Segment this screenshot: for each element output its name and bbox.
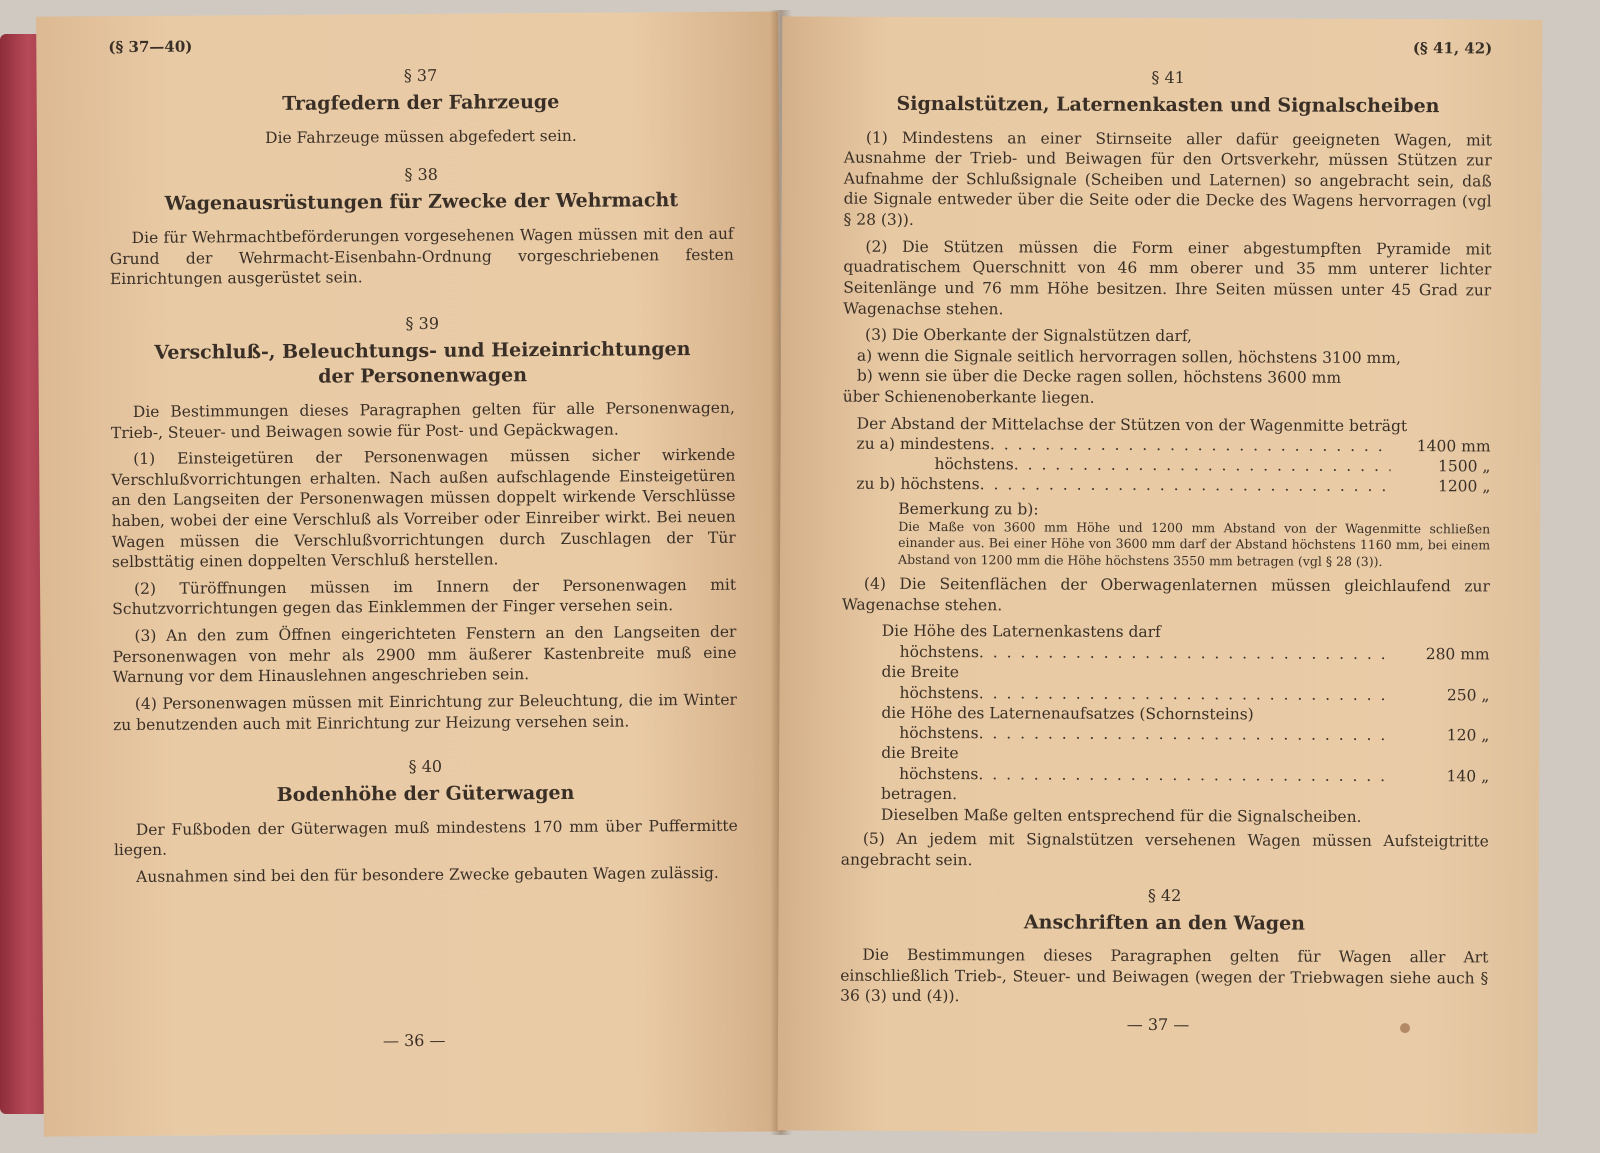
laternenaufsatz-breite-row xyxy=(899,764,1489,787)
bemerkung-text: Die Maße von 3600 mm Höhe und 1200 mm Abstand von der Wagenmitte schließen einander aus. Bei einer Höhe von 3600 mm darf der Abstand höchstens 1160 mm, bei einem Abstand von 1200 mm die Höhe höchstens 3550 mm betragen (vgl § 28 (3)). xyxy=(898,519,1491,569)
section-41-paragraph-3-end: über Schienenoberkante liegen. xyxy=(842,387,1095,407)
abstand-row-label: zu b) höchstens xyxy=(856,475,980,494)
section-40-paragraph-1: Der Fußboden der Güterwagen muß mindestens 170 mm über Puffermitte liegen. xyxy=(113,816,738,860)
abstand-intro: Der Abstand der Mittelachse der Stützen von der Wagenmitte beträgt xyxy=(856,414,1408,435)
section-39-number: § 39 xyxy=(405,313,440,333)
dim-row-value: 280 mm xyxy=(1425,644,1490,664)
section-37-number: § 37 xyxy=(403,65,438,86)
section-41-paragraph-5: (5) An jedem mit Signalstützen versehenen Wagen müssen Aufsteigtritte angebracht sein. xyxy=(840,830,1489,870)
right-page-header xyxy=(844,37,1492,62)
laternenkasten-hoehe-intro: Die Höhe des Laternenkastens darf xyxy=(881,621,1161,642)
dim-row-value: 140 „ xyxy=(1446,767,1490,786)
right-page xyxy=(778,16,1543,1133)
section-39-title xyxy=(110,336,734,392)
dim-row-label: höchstens xyxy=(899,683,979,702)
section-37-text: Die Fahrzeuge müssen abgefedert sein. xyxy=(265,126,577,147)
section-41-paragraph-3-b: b) wenn sie über die Decke ragen sollen, höchstens 3600 mm xyxy=(856,367,1342,388)
dim-row-label: höchstens xyxy=(899,642,979,661)
section-38-title: Wagenausrüstungen für Zwecke der Wehrmacht xyxy=(164,189,679,215)
abstand-row-value: 1400 mm xyxy=(1416,437,1491,456)
bemerkung-title: Bemerkung zu b): xyxy=(898,499,1039,519)
laternenkasten-hoehe-row xyxy=(900,642,1490,665)
section-42-paragraph-1: Die Bestimmungen dieses Paragraphen gelten für Wagen aller Art einschließlich Trieb-, Steuer- und Beiwagen (wegen der Triebwagen siehe auch § 36 (3) und (4)). xyxy=(840,945,1489,1006)
section-41-paragraph-3-intro: (3) Die Oberkante der Signalstützen darf, xyxy=(865,325,1193,346)
dim-row-label: höchstens xyxy=(899,724,979,743)
laternenkasten-breite-intro: die Breite xyxy=(881,662,959,682)
section-39-intro: Die Bestimmungen dieses Paragraphen gelten für alle Personenwagen, Trieb-, Steuer- und Beiwagen sowie für Post- und Gepäckwagen. xyxy=(110,398,735,442)
laternenaufsatz-breite-intro: die Breite xyxy=(881,744,959,763)
section-42-number: § 42 xyxy=(1147,885,1182,905)
section-39-paragraph-3: (3) An den zum Öffnen eingerichteten Fenstern an den Langseiten der Personenwagen von mehr als 2900 mm äußerer Kastenbreite muß eine Warnung vor dem Hinauslehnen angeschrieben sein. xyxy=(112,622,737,687)
laternenkasten-breite-row xyxy=(899,682,1489,705)
abstand-row-label: höchstens xyxy=(934,455,1014,474)
right-header-ref: (§ 41, 42) xyxy=(1412,39,1493,58)
section-37-title: Tragfedern der Fahrzeuge xyxy=(282,90,560,115)
dim-row-value: 120 „ xyxy=(1446,726,1490,745)
section-42-title: Anschriften an den Wagen xyxy=(1023,911,1306,935)
betragen-text: betragen. xyxy=(881,784,958,804)
section-41-title: Signalstützen, Laternenkasten und Signalscheiben xyxy=(896,92,1440,118)
dieselben-text: Dieselben Maße gelten entsprechend für die Signalscheiben. xyxy=(880,805,1362,826)
abstand-row-a-min xyxy=(857,434,1491,457)
section-40-title: Bodenhöhe der Güterwagen xyxy=(276,782,575,807)
abstand-row-label: zu a) mindestens xyxy=(856,434,990,454)
section-39-paragraph-1: (1) Einsteigetüren der Personenwagen müssen sicher wirkende Verschlußvorrichtungen erhalten. Nach außen aufschlagende Einsteigetüren an den Langseiten der Personenwagen müssen doppelt wirkende Verschlüsse haben, wobei der eine Verschluß als Vorreiber oder Einreiber wirkt. Bei neuen Wagen müssen die Verschlußvorrichtungen durch Zuschlagen der Tür selbsttätig einen doppelten Verschluß herstellen. xyxy=(111,445,736,572)
section-38-number: § 38 xyxy=(404,165,438,185)
section-39-title-line-2: der Personenwagen xyxy=(318,364,528,389)
right-page-number: — 37 — xyxy=(1126,1014,1190,1035)
abstand-row-value: 1500 „ xyxy=(1438,457,1491,476)
abstand-row-b-max xyxy=(856,474,1490,497)
laternenaufsatz-hoehe-intro: die Höhe des Laternenaufsatzes (Schornsteins) xyxy=(881,703,1254,724)
left-page xyxy=(36,11,786,1136)
dim-row-label: höchstens xyxy=(899,764,979,784)
abstand-row-a-max xyxy=(934,454,1490,477)
section-39-paragraph-2: (2) Türöffnungen müssen im Innern der Personenwagen mit Schutzvorrichtungen gegen das Einklemmen der Finger versehen sein. xyxy=(112,575,737,619)
paper-stain xyxy=(1400,1023,1410,1033)
dim-row-value: 250 „ xyxy=(1446,685,1490,704)
section-40-paragraph-2: Ausnahmen sind bei den für besondere Zwecke gebauten Wagen zulässig. xyxy=(136,863,719,886)
section-38-text: Die für Wehrmachtbeförderungen vorgesehenen Wagen müssen mit den auf Grund der Wehrmacht-Eisenbahn-Ordnung vorgeschriebenen festen Einrichtungen ausgerüstet sein. xyxy=(109,224,734,289)
laternenaufsatz-hoehe-row xyxy=(899,723,1489,746)
section-39-paragraph-4: (4) Personenwagen müssen mit Einrichtung zur Beleuchtung, die im Winter zu benutzenden auch mit Einrichtung zur Heizung versehen sein. xyxy=(112,690,737,734)
left-header-ref: (§ 37—40) xyxy=(108,37,193,57)
section-41-paragraph-1: (1) Mindestens an einer Stirnseite aller dafür geeigneten Wagen, mit Ausnahme der Trieb- und Beiwagen für den Ortsverkehr, müssen Stützen zur Aufnahme der Schlußsignale (Scheiben und Laternen) so angebracht sein, daß die Signale entweder über die Seite oder die Decke des Wagens hervorragen (vgl § 28 (3)). xyxy=(843,128,1492,230)
left-page-header xyxy=(108,34,732,60)
section-40-number: § 40 xyxy=(408,756,443,777)
abstand-row-value: 1200 „ xyxy=(1437,477,1491,496)
section-41-number: § 41 xyxy=(1151,67,1185,88)
left-page-number: — 36 — xyxy=(382,1030,446,1051)
section-39-title-line-1: Verschluß-, Beleuchtungs- und Heizeinrichtungen xyxy=(154,337,691,364)
section-41-paragraph-3-a: a) wenn die Signale seitlich hervorragen sollen, höchstens 3100 mm, xyxy=(856,346,1401,367)
section-41-paragraph-4: (4) Die Seitenflächen der Oberwagenlaternen müssen gleichlaufend zur Wagenachse stehen. xyxy=(841,574,1490,614)
section-41-paragraph-2: (2) Die Stützen müssen die Form einer abgestumpften Pyramide mit quadratischem Querschnitt von 46 mm oberer und 35 mm unterer lichter Seitenlänge und 76 mm Höhe besitzen. Ihre Seiten müssen unter 45 Grad zur Wagenachse stehen. xyxy=(843,237,1492,318)
